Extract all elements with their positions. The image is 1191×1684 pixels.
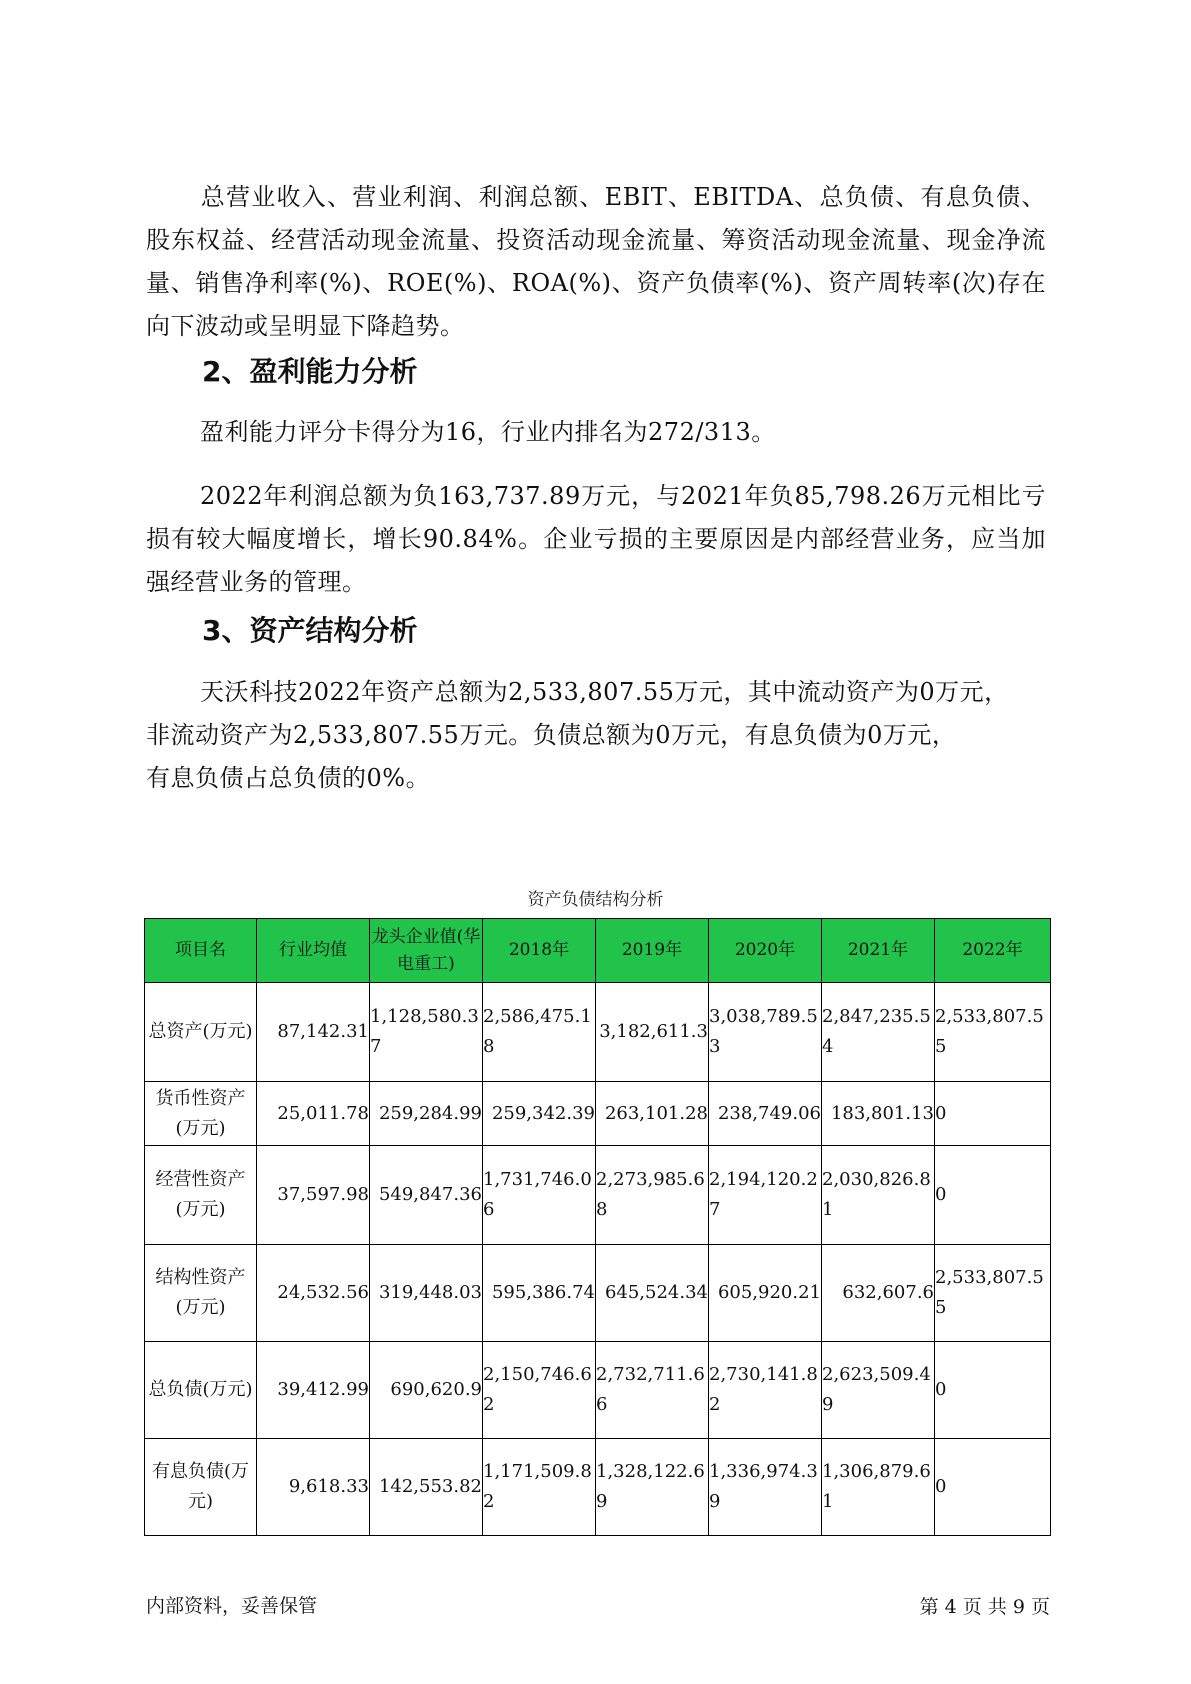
table-row bbox=[145, 1342, 1051, 1439]
cell-2022: 2,533,807.55 bbox=[935, 983, 1051, 1082]
balance-structure-table bbox=[144, 918, 1051, 1536]
row-label: 有息负债(万元) bbox=[145, 1439, 257, 1536]
row-label: 总资产(万元) bbox=[145, 983, 257, 1082]
header-year-2018: 2018年 bbox=[483, 919, 596, 983]
cell-2021: 183,801.13 bbox=[822, 1082, 935, 1146]
paragraph-line: 天沃科技2022年资产总额为2,533,807.55万元，其中流动资产为0万元， bbox=[200, 678, 1009, 706]
cell-2022: 0 bbox=[935, 1439, 1051, 1536]
table-header-row bbox=[145, 919, 1051, 983]
cell-industry-average: 37,597.98 bbox=[257, 1146, 370, 1245]
cell-2021: 2,623,509.49 bbox=[822, 1342, 935, 1439]
cell-2022: 0 bbox=[935, 1082, 1051, 1146]
table-row bbox=[145, 1245, 1051, 1342]
cell-2020: 605,920.21 bbox=[709, 1245, 822, 1342]
header-year-2021: 2021年 bbox=[822, 919, 935, 983]
cell-industry-average: 9,618.33 bbox=[257, 1439, 370, 1536]
cell-2019: 1,328,122.69 bbox=[596, 1439, 709, 1536]
paragraph-profitability-score bbox=[146, 411, 1046, 454]
header-industry-average: 行业均值 bbox=[257, 919, 370, 983]
cell-2018: 2,150,746.62 bbox=[483, 1342, 596, 1439]
cell-2020: 2,194,120.27 bbox=[709, 1146, 822, 1245]
table-row bbox=[145, 1439, 1051, 1536]
cell-2020: 2,730,141.82 bbox=[709, 1342, 822, 1439]
cell-leader-value: 690,620.9 bbox=[370, 1342, 483, 1439]
cell-industry-average: 39,412.99 bbox=[257, 1342, 370, 1439]
header-year-2019: 2019年 bbox=[596, 919, 709, 983]
cell-leader-value: 319,448.03 bbox=[370, 1245, 483, 1342]
cell-2020: 3,038,789.53 bbox=[709, 983, 822, 1082]
paragraph-declining-indicators bbox=[146, 176, 1046, 348]
cell-2021: 1,306,879.61 bbox=[822, 1439, 935, 1536]
cell-2018: 259,342.39 bbox=[483, 1082, 596, 1146]
table-row bbox=[145, 1082, 1051, 1146]
cell-2022: 2,533,807.55 bbox=[935, 1245, 1051, 1342]
cell-2019: 645,524.34 bbox=[596, 1245, 709, 1342]
cell-leader-value: 259,284.99 bbox=[370, 1082, 483, 1146]
row-label: 结构性资产(万元) bbox=[145, 1245, 257, 1342]
cell-2018: 595,386.74 bbox=[483, 1245, 596, 1342]
header-year-2022: 2022年 bbox=[935, 919, 1051, 983]
cell-leader-value: 1,128,580.37 bbox=[370, 983, 483, 1082]
cell-industry-average: 24,532.56 bbox=[257, 1245, 370, 1342]
header-leader-value: 龙头企业值(华电重工) bbox=[370, 919, 483, 983]
cell-2019: 3,182,611.3 bbox=[596, 983, 709, 1082]
cell-industry-average: 25,011.78 bbox=[257, 1082, 370, 1146]
section-heading-asset-structure: 3、资产结构分析 bbox=[202, 614, 418, 647]
table-row bbox=[145, 983, 1051, 1082]
cell-2021: 632,607.6 bbox=[822, 1245, 935, 1342]
footer-confidential-note: 内部资料，妥善保管 bbox=[146, 1595, 318, 1617]
cell-2021: 2,847,235.54 bbox=[822, 983, 935, 1082]
paragraph-text: 盈利能力评分卡得分为16，行业内排名为272/313。 bbox=[200, 418, 776, 446]
row-label: 货币性资产(万元) bbox=[145, 1082, 257, 1146]
cell-leader-value: 142,553.82 bbox=[370, 1439, 483, 1536]
paragraph-text: 2022年利润总额为负163,737.89万元，与2021年负85,798.26万元相比亏损有较大幅度增长，增长90.84%。企业亏损的主要原因是内部经营业务，应当加强经营业务的管理。 bbox=[146, 482, 1046, 596]
cell-2018: 1,731,746.06 bbox=[483, 1146, 596, 1245]
cell-2020: 1,336,974.39 bbox=[709, 1439, 822, 1536]
cell-2021: 2,030,826.81 bbox=[822, 1146, 935, 1245]
table-caption: 资产负债结构分析 bbox=[527, 890, 664, 910]
cell-industry-average: 87,142.31 bbox=[257, 983, 370, 1082]
paragraph-line: 非流动资产为2,533,807.55万元。负债总额为0万元，有息负债为0万元， bbox=[146, 721, 957, 749]
row-label: 总负债(万元) bbox=[145, 1342, 257, 1439]
row-label: 经营性资产(万元) bbox=[145, 1146, 257, 1245]
paragraph-asset-summary bbox=[146, 671, 1046, 800]
table-row bbox=[145, 1146, 1051, 1245]
footer-page-number: 第 4 页 共 9 页 bbox=[919, 1596, 1050, 1618]
cell-leader-value: 549,847.36 bbox=[370, 1146, 483, 1245]
cell-2022: 0 bbox=[935, 1342, 1051, 1439]
header-year-2020: 2020年 bbox=[709, 919, 822, 983]
cell-2019: 2,273,985.68 bbox=[596, 1146, 709, 1245]
cell-2020: 238,749.06 bbox=[709, 1082, 822, 1146]
section-heading-profitability: 2、盈利能力分析 bbox=[202, 355, 418, 388]
cell-2018: 2,586,475.18 bbox=[483, 983, 596, 1082]
header-item-name: 项目名 bbox=[145, 919, 257, 983]
cell-2019: 263,101.28 bbox=[596, 1082, 709, 1146]
paragraph-line: 有息负债占总负债的0%。 bbox=[146, 764, 431, 792]
paragraph-profit-total bbox=[146, 475, 1046, 604]
cell-2019: 2,732,711.66 bbox=[596, 1342, 709, 1439]
cell-2018: 1,171,509.82 bbox=[483, 1439, 596, 1536]
paragraph-text: 总营业收入、营业利润、利润总额、EBIT、EBITDA、总负债、有息负债、股东权益、经营活动现金流量、投资活动现金流量、筹资活动现金流量、现金净流量、销售净利率(%)、ROE(%)、ROA(%)、资产负债率(%)、资产周转率(次)存在向下波动或呈明显下降趋势。 bbox=[146, 183, 1046, 340]
cell-2022: 0 bbox=[935, 1146, 1051, 1245]
